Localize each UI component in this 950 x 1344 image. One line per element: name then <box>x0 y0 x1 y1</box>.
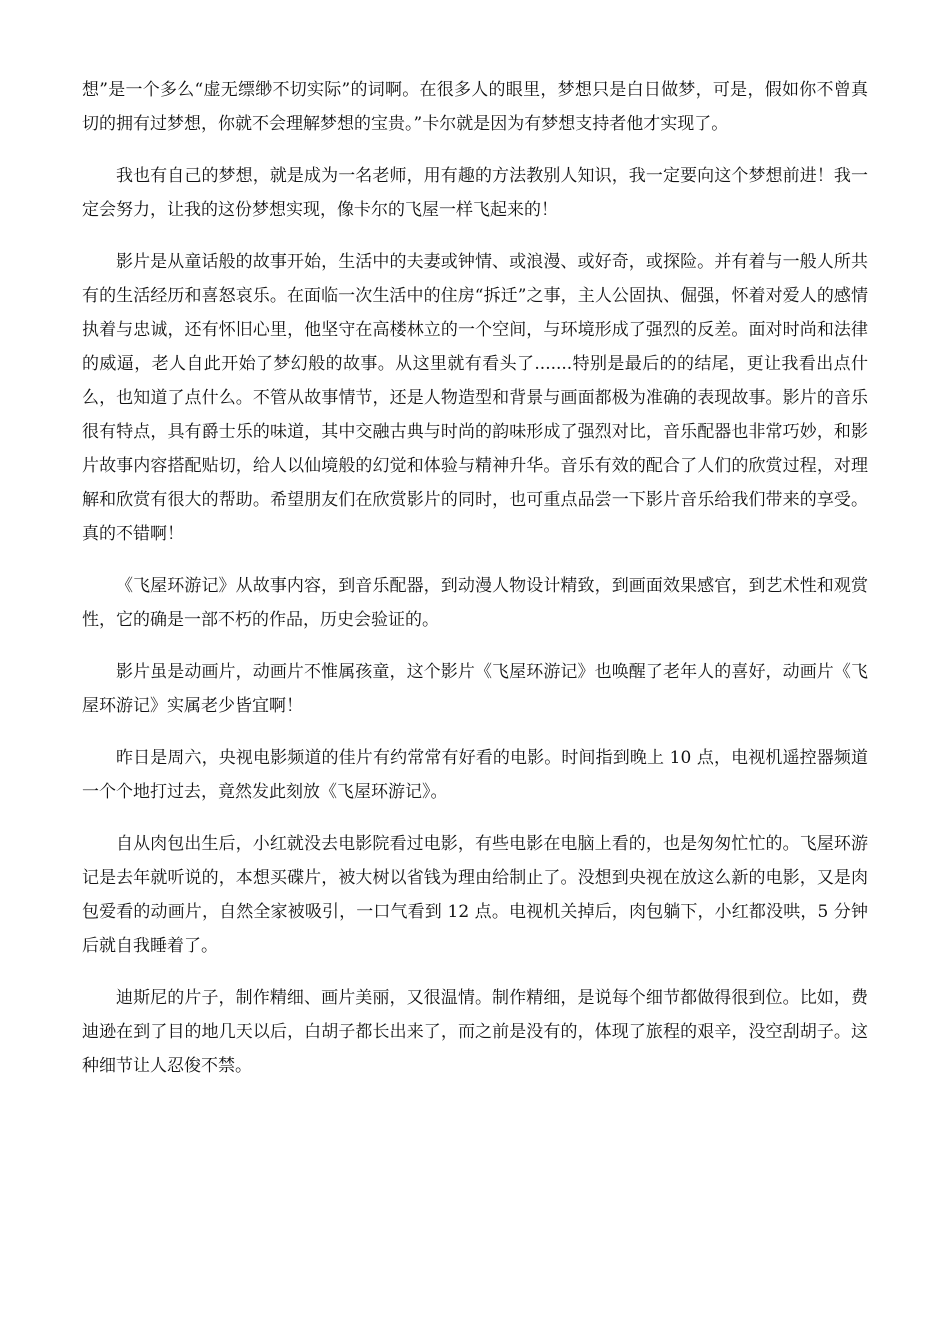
paragraph-dream-continuation: 想”是一个多么“虚无缥缈不切实际”的词啊。在很多人的眼里，梦想只是白日做梦，可是，假如你不曾真切的拥有过梦想，你就不会理解梦想的宝贵。”卡尔就是因为有梦想支持者他才实现了。 <box>82 80 868 134</box>
paragraph-all-ages: 影片虽是动画片，动画片不惟属孩童，这个影片《飞屋环游记》也唤醒了老年人的喜好，动画片《飞屋环游记》实属老少皆宜啊！ <box>82 662 868 716</box>
paragraph-my-dream: 我也有自己的梦想，就是成为一名老师，用有趣的方法教别人知识，我一定要向这个梦想前进！我一定会努力，让我的这份梦想实现，像卡尔的飞屋一样飞起来的！ <box>82 166 868 220</box>
paragraph-saturday: 昨日是周六，央视电影频道的佳片有约常常有好看的电影。时间指到晚上 10 点，电视机遥控器频道一个个地打过去，竟然发此刻放《飞屋环游记》。 <box>82 748 868 802</box>
paragraph-disney-details: 迪斯尼的片子，制作精细、画片美丽，又很温情。制作精细，是说每个细节都做得很到位。比如，费迪逊在到了目的地几天以后，白胡子都长出来了，而之前是没有的，体现了旅程的艰辛，没空刮胡子。这种细节让人忍俊不禁。 <box>82 988 868 1076</box>
paragraph-family-viewing: 自从肉包出生后，小红就没去电影院看过电影，有些电影在电脑上看的，也是匆匆忙忙的。飞屋环游记是去年就听说的，本想买碟片，被大树以省钱为理由给制止了。没想到央视在放这么新的电影，又是肉包爱看的动画片，自然全家被吸引，一口气看到 12 点。电视机关掉后，肉包躺下，小红都没哄，5 分钟后就自我睡着了。 <box>82 834 868 956</box>
document-page <box>82 73 868 1101</box>
paragraph-film-praise: 《飞屋环游记》从故事内容，到音乐配器，到动漫人物设计精致，到画面效果感官，到艺术性和观赏性，它的确是一部不朽的作品，历史会验证的。 <box>82 576 868 630</box>
paragraph-film-story: 影片是从童话般的故事开始，生活中的夫妻或钟情、或浪漫、或好奇，或探险。并有着与一般人所共有的生活经历和喜怒哀乐。在面临一次生活中的住房“拆迁”之事，主人公固执、倔强，怀着对爱人的感情执着与忠诚，还有怀旧心里，他坚守在高楼林立的一个空间，与环境形成了强烈的反差。面对时尚和法律的威逼，老人自此开始了梦幻般的故事。从这里就有看头了.......特别是最后的的结尾，更让我看出点什么，也知道了点什么。不管从故事情节，还是人物造型和背景与画面都极为准确的表现故事。影片的音乐很有特点，具有爵士乐的味道，其中交融古典与时尚的韵味形成了强烈对比，音乐配器也非常巧妙，和影片故事内容搭配贴切，给人以仙境般的幻觉和体验与精神升华。音乐有效的配合了人们的欣赏过程，对理解和欣赏有很大的帮助。希望朋友们在欣赏影片的同时，也可重点品尝一下影片音乐给我们带来的享受。真的不错啊！ <box>82 252 868 544</box>
